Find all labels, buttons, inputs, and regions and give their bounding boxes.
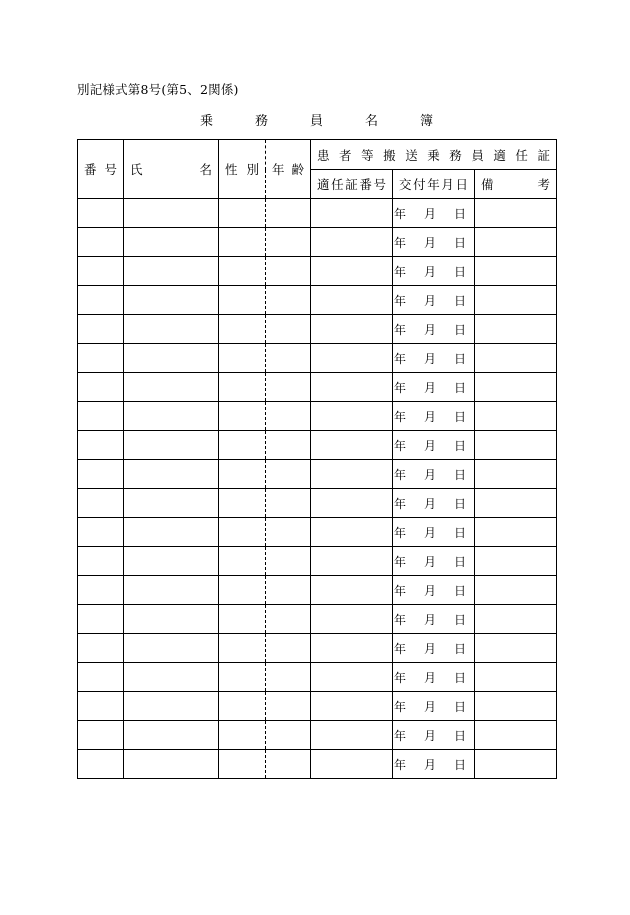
cell-remarks[interactable] bbox=[475, 431, 557, 460]
table-row bbox=[78, 634, 557, 663]
table-row bbox=[78, 663, 557, 692]
date-part-label: 日 bbox=[453, 293, 466, 308]
date-part-label: 月 bbox=[423, 583, 436, 598]
cell-sex[interactable] bbox=[219, 518, 266, 547]
table-row bbox=[78, 402, 557, 431]
cell-certificate-number[interactable] bbox=[311, 315, 393, 344]
date-part-label: 年 bbox=[393, 699, 406, 714]
date-part-label: 日 bbox=[453, 670, 466, 685]
cell-age[interactable] bbox=[266, 692, 311, 721]
cell-certificate-number[interactable] bbox=[311, 373, 393, 402]
cell-remarks[interactable] bbox=[475, 518, 557, 547]
cell-certificate-number[interactable] bbox=[311, 750, 393, 779]
date-part-label: 月 bbox=[423, 293, 436, 308]
date-part-label: 月 bbox=[423, 322, 436, 337]
header-name: 氏 名 bbox=[124, 140, 219, 199]
date-part-label: 日 bbox=[453, 351, 466, 366]
crew-register-table bbox=[77, 139, 557, 779]
header-char: 適 bbox=[317, 177, 330, 192]
header-char: 年 bbox=[427, 177, 440, 192]
table-row bbox=[78, 431, 557, 460]
cell-name[interactable] bbox=[124, 228, 219, 257]
date-part-label: 年 bbox=[393, 293, 406, 308]
cell-certificate-number[interactable] bbox=[311, 518, 393, 547]
cell-name[interactable] bbox=[124, 576, 219, 605]
date-part-label: 年 bbox=[393, 206, 406, 221]
table-row bbox=[78, 750, 557, 779]
cell-remarks[interactable] bbox=[475, 721, 557, 750]
cell-issue-date[interactable] bbox=[393, 460, 475, 489]
date-part-label: 日 bbox=[453, 525, 466, 540]
cell-issue-date[interactable] bbox=[393, 431, 475, 460]
cell-sex[interactable] bbox=[219, 373, 266, 402]
cell-number[interactable] bbox=[78, 315, 124, 344]
date-part-label: 年 bbox=[393, 525, 406, 540]
cell-age[interactable] bbox=[266, 431, 311, 460]
header-sex: 性 別 bbox=[219, 140, 266, 199]
cell-number[interactable] bbox=[78, 344, 124, 373]
cell-issue-date[interactable] bbox=[393, 576, 475, 605]
date-part-label: 月 bbox=[423, 380, 436, 395]
cell-certificate-number[interactable] bbox=[311, 431, 393, 460]
header-char: 付 bbox=[413, 177, 426, 192]
date-part-label: 日 bbox=[453, 612, 466, 627]
cell-name[interactable] bbox=[124, 518, 219, 547]
cell-issue-date[interactable] bbox=[393, 286, 475, 315]
table-row bbox=[78, 605, 557, 634]
date-part-label: 日 bbox=[453, 757, 466, 772]
cell-age[interactable] bbox=[266, 228, 311, 257]
cell-name[interactable] bbox=[124, 373, 219, 402]
table-row bbox=[78, 286, 557, 315]
cell-remarks[interactable] bbox=[475, 286, 557, 315]
cell-age[interactable] bbox=[266, 199, 311, 228]
date-part-label: 年 bbox=[393, 728, 406, 743]
cell-remarks[interactable] bbox=[475, 373, 557, 402]
table-row bbox=[78, 460, 557, 489]
cell-age[interactable] bbox=[266, 402, 311, 431]
cell-name[interactable] bbox=[124, 344, 219, 373]
cell-remarks[interactable] bbox=[475, 692, 557, 721]
table-row bbox=[78, 721, 557, 750]
date-part-label: 年 bbox=[393, 467, 406, 482]
header-certificate-group bbox=[311, 140, 557, 170]
cell-certificate-number[interactable] bbox=[311, 576, 393, 605]
cell-age[interactable] bbox=[266, 257, 311, 286]
date-part-label: 日 bbox=[453, 554, 466, 569]
header-char: 患 bbox=[317, 147, 330, 163]
header-char: 番 bbox=[359, 177, 372, 192]
header-char: 者 bbox=[339, 147, 352, 163]
cell-certificate-number[interactable] bbox=[311, 634, 393, 663]
date-part-label: 日 bbox=[453, 496, 466, 511]
cell-remarks[interactable] bbox=[475, 460, 557, 489]
cell-name[interactable] bbox=[124, 663, 219, 692]
document-title bbox=[77, 110, 556, 129]
cell-number[interactable] bbox=[78, 518, 124, 547]
table-row bbox=[78, 257, 557, 286]
date-part-label: 年 bbox=[393, 264, 406, 279]
date-part-label: 年 bbox=[393, 612, 406, 627]
cell-certificate-number[interactable] bbox=[311, 228, 393, 257]
cell-age[interactable] bbox=[266, 460, 311, 489]
date-part-label: 月 bbox=[423, 496, 436, 511]
cell-number[interactable] bbox=[78, 750, 124, 779]
cell-name[interactable] bbox=[124, 286, 219, 315]
cell-number[interactable] bbox=[78, 228, 124, 257]
cell-issue-date[interactable] bbox=[393, 489, 475, 518]
date-part-label: 月 bbox=[423, 409, 436, 424]
date-part-label: 日 bbox=[453, 322, 466, 337]
table-row bbox=[78, 228, 557, 257]
cell-age[interactable] bbox=[266, 576, 311, 605]
date-part-label: 年 bbox=[393, 438, 406, 453]
date-part-label: 日 bbox=[453, 206, 466, 221]
date-part-label: 年 bbox=[393, 409, 406, 424]
cell-remarks[interactable] bbox=[475, 402, 557, 431]
cell-age[interactable] bbox=[266, 634, 311, 663]
cell-name[interactable] bbox=[124, 721, 219, 750]
cell-number[interactable] bbox=[78, 721, 124, 750]
date-part-label: 月 bbox=[423, 467, 436, 482]
header-char: 任 bbox=[331, 177, 344, 192]
cell-sex[interactable] bbox=[219, 344, 266, 373]
date-part-label: 月 bbox=[423, 351, 436, 366]
date-part-label: 月 bbox=[423, 728, 436, 743]
cell-remarks[interactable] bbox=[475, 489, 557, 518]
cell-certificate-number[interactable] bbox=[311, 460, 393, 489]
cell-sex[interactable] bbox=[219, 489, 266, 518]
header-char: 等 bbox=[361, 147, 374, 163]
cell-issue-date[interactable] bbox=[393, 315, 475, 344]
cell-remarks[interactable] bbox=[475, 576, 557, 605]
cell-issue-date[interactable] bbox=[393, 605, 475, 634]
date-part-label: 年 bbox=[393, 670, 406, 685]
table-row bbox=[78, 547, 557, 576]
form-label: 別記様式第8号(第5、2関係) bbox=[77, 82, 239, 97]
cell-remarks[interactable] bbox=[475, 199, 557, 228]
cell-issue-date[interactable] bbox=[393, 692, 475, 721]
cell-sex[interactable] bbox=[219, 315, 266, 344]
cell-number[interactable] bbox=[78, 547, 124, 576]
table-row bbox=[78, 344, 557, 373]
table-row bbox=[78, 489, 557, 518]
date-part-label: 年 bbox=[393, 583, 406, 598]
cell-sex[interactable] bbox=[219, 576, 266, 605]
cell-sex[interactable] bbox=[219, 721, 266, 750]
date-part-label: 年 bbox=[393, 641, 406, 656]
cell-name[interactable] bbox=[124, 460, 219, 489]
cell-certificate-number[interactable] bbox=[311, 721, 393, 750]
date-part-label: 月 bbox=[423, 612, 436, 627]
date-part-label: 日 bbox=[453, 264, 466, 279]
cell-name[interactable] bbox=[124, 199, 219, 228]
header-char: 乗 bbox=[427, 147, 440, 163]
cell-name[interactable] bbox=[124, 257, 219, 286]
cell-sex[interactable] bbox=[219, 605, 266, 634]
cell-remarks[interactable] bbox=[475, 547, 557, 576]
cell-age[interactable] bbox=[266, 605, 311, 634]
date-part-label: 月 bbox=[423, 670, 436, 685]
date-part-label: 月 bbox=[423, 206, 436, 221]
cell-remarks[interactable] bbox=[475, 605, 557, 634]
cell-number[interactable] bbox=[78, 663, 124, 692]
header-char: 適 bbox=[493, 147, 506, 163]
date-part-label: 日 bbox=[453, 699, 466, 714]
table-row bbox=[78, 518, 557, 547]
cell-issue-date[interactable] bbox=[393, 199, 475, 228]
date-part-label: 年 bbox=[393, 554, 406, 569]
cell-sex[interactable] bbox=[219, 199, 266, 228]
date-part-label: 年 bbox=[393, 322, 406, 337]
cell-age[interactable] bbox=[266, 547, 311, 576]
date-part-label: 年 bbox=[393, 757, 406, 772]
header-age: 年 齢 bbox=[266, 140, 311, 199]
cell-issue-date[interactable] bbox=[393, 721, 475, 750]
cell-sex[interactable] bbox=[219, 431, 266, 460]
date-part-label: 日 bbox=[453, 583, 466, 598]
table-row bbox=[78, 199, 557, 228]
date-part-label: 日 bbox=[453, 235, 466, 250]
cell-remarks[interactable] bbox=[475, 344, 557, 373]
cell-age[interactable] bbox=[266, 373, 311, 402]
header-number: 番 号 bbox=[78, 140, 124, 199]
cell-sex[interactable] bbox=[219, 460, 266, 489]
cell-issue-date[interactable] bbox=[393, 373, 475, 402]
cell-issue-date[interactable] bbox=[393, 750, 475, 779]
cell-issue-date[interactable] bbox=[393, 634, 475, 663]
cell-sex[interactable] bbox=[219, 257, 266, 286]
date-part-label: 年 bbox=[393, 496, 406, 511]
cell-certificate-number[interactable] bbox=[311, 344, 393, 373]
cell-number[interactable] bbox=[78, 286, 124, 315]
table-row bbox=[78, 692, 557, 721]
cell-certificate-number[interactable] bbox=[311, 489, 393, 518]
cell-certificate-number[interactable] bbox=[311, 199, 393, 228]
date-part-label: 年 bbox=[393, 380, 406, 395]
date-part-label: 月 bbox=[423, 264, 436, 279]
header-remarks: 備 考 bbox=[475, 170, 557, 199]
date-part-label: 月 bbox=[423, 525, 436, 540]
cell-sex[interactable] bbox=[219, 692, 266, 721]
header-char: 月 bbox=[441, 177, 454, 192]
cell-certificate-number[interactable] bbox=[311, 605, 393, 634]
cell-number[interactable] bbox=[78, 460, 124, 489]
cell-certificate-number[interactable] bbox=[311, 257, 393, 286]
date-part-label: 日 bbox=[453, 438, 466, 453]
cell-certificate-number[interactable] bbox=[311, 402, 393, 431]
cell-issue-date[interactable] bbox=[393, 402, 475, 431]
cell-certificate-number[interactable] bbox=[311, 692, 393, 721]
cell-certificate-number[interactable] bbox=[311, 286, 393, 315]
title-char: 員 bbox=[309, 114, 323, 129]
date-part-label: 月 bbox=[423, 438, 436, 453]
header-char: 交 bbox=[399, 177, 412, 192]
cell-name[interactable] bbox=[124, 605, 219, 634]
header-char: 務 bbox=[449, 147, 462, 163]
cell-number[interactable] bbox=[78, 402, 124, 431]
cell-age[interactable] bbox=[266, 315, 311, 344]
cell-remarks[interactable] bbox=[475, 663, 557, 692]
date-part-label: 月 bbox=[423, 699, 436, 714]
cell-name[interactable] bbox=[124, 489, 219, 518]
cell-number[interactable] bbox=[78, 199, 124, 228]
cell-age[interactable] bbox=[266, 663, 311, 692]
cell-name[interactable] bbox=[124, 750, 219, 779]
header-char: 号 bbox=[373, 177, 386, 192]
cell-issue-date[interactable] bbox=[393, 257, 475, 286]
cell-number[interactable] bbox=[78, 373, 124, 402]
table-row bbox=[78, 373, 557, 402]
cell-age[interactable] bbox=[266, 518, 311, 547]
title-char: 名 bbox=[365, 114, 379, 129]
header-char: 証 bbox=[537, 147, 550, 163]
cell-number[interactable] bbox=[78, 257, 124, 286]
cell-age[interactable] bbox=[266, 750, 311, 779]
cell-certificate-number[interactable] bbox=[311, 547, 393, 576]
cell-sex[interactable] bbox=[219, 663, 266, 692]
header-issue-date bbox=[393, 170, 475, 199]
date-part-label: 月 bbox=[423, 757, 436, 772]
cell-sex[interactable] bbox=[219, 634, 266, 663]
table-row bbox=[78, 315, 557, 344]
cell-sex[interactable] bbox=[219, 402, 266, 431]
cell-number[interactable] bbox=[78, 605, 124, 634]
header-char: 搬 bbox=[383, 147, 396, 163]
cell-sex[interactable] bbox=[219, 286, 266, 315]
date-part-label: 日 bbox=[453, 641, 466, 656]
cell-number[interactable] bbox=[78, 576, 124, 605]
title-char: 乗 bbox=[199, 114, 213, 129]
header-char: 証 bbox=[345, 177, 358, 192]
cell-number[interactable] bbox=[78, 692, 124, 721]
header-char: 送 bbox=[405, 147, 418, 163]
cell-remarks[interactable] bbox=[475, 634, 557, 663]
cell-name[interactable] bbox=[124, 402, 219, 431]
cell-issue-date[interactable] bbox=[393, 518, 475, 547]
cell-age[interactable] bbox=[266, 286, 311, 315]
cell-issue-date[interactable] bbox=[393, 228, 475, 257]
date-part-label: 月 bbox=[423, 235, 436, 250]
cell-number[interactable] bbox=[78, 489, 124, 518]
cell-issue-date[interactable] bbox=[393, 344, 475, 373]
date-part-label: 日 bbox=[453, 380, 466, 395]
cell-name[interactable] bbox=[124, 315, 219, 344]
cell-name[interactable] bbox=[124, 692, 219, 721]
cell-remarks[interactable] bbox=[475, 315, 557, 344]
date-part-label: 年 bbox=[393, 235, 406, 250]
date-part-label: 年 bbox=[393, 351, 406, 366]
header-certificate-number bbox=[311, 170, 393, 199]
header-char: 任 bbox=[515, 147, 528, 163]
header-char: 員 bbox=[471, 147, 484, 163]
cell-remarks[interactable] bbox=[475, 750, 557, 779]
cell-remarks[interactable] bbox=[475, 257, 557, 286]
title-char: 務 bbox=[254, 114, 268, 129]
cell-sex[interactable] bbox=[219, 547, 266, 576]
cell-sex[interactable] bbox=[219, 228, 266, 257]
header-char: 日 bbox=[455, 177, 468, 192]
date-part-label: 日 bbox=[453, 409, 466, 424]
cell-remarks[interactable] bbox=[475, 228, 557, 257]
cell-name[interactable] bbox=[124, 547, 219, 576]
title-char: 簿 bbox=[420, 114, 434, 129]
cell-sex[interactable] bbox=[219, 750, 266, 779]
cell-number[interactable] bbox=[78, 431, 124, 460]
cell-certificate-number[interactable] bbox=[311, 663, 393, 692]
date-part-label: 月 bbox=[423, 641, 436, 656]
date-part-label: 月 bbox=[423, 554, 436, 569]
table-row bbox=[78, 576, 557, 605]
date-part-label: 日 bbox=[453, 467, 466, 482]
cell-name[interactable] bbox=[124, 634, 219, 663]
date-part-label: 日 bbox=[453, 728, 466, 743]
cell-age[interactable] bbox=[266, 489, 311, 518]
cell-number[interactable] bbox=[78, 634, 124, 663]
cell-age[interactable] bbox=[266, 344, 311, 373]
cell-name[interactable] bbox=[124, 431, 219, 460]
cell-issue-date[interactable] bbox=[393, 663, 475, 692]
cell-issue-date[interactable] bbox=[393, 547, 475, 576]
cell-age[interactable] bbox=[266, 721, 311, 750]
